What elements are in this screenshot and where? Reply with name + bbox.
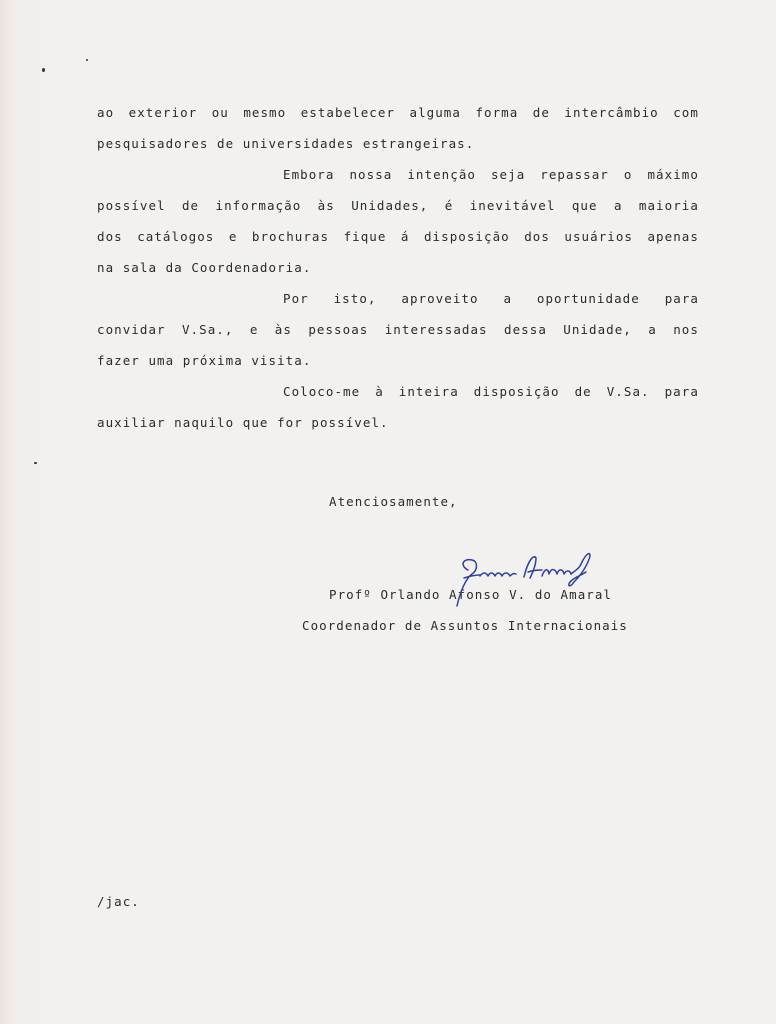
word: repassar [540,167,609,182]
word: às [274,322,292,337]
word: exterior [128,105,198,120]
word: aproveito [401,291,479,306]
word: Coloco-me [283,384,361,399]
word: brochuras [251,229,330,244]
word: a [613,198,623,213]
word: a [503,291,513,306]
word: de [574,384,592,399]
word: disposição [423,229,510,244]
word: isto, [333,291,377,306]
word: Unidade, [563,322,632,337]
word: Unidades, [351,198,429,213]
word: máximo [647,167,699,182]
word: nos [673,322,699,337]
word: para [664,291,699,306]
word: de [181,198,200,213]
word: e [228,229,238,244]
paper-speck [34,462,37,464]
word: que [571,198,598,213]
word: possível [97,198,166,213]
word: inevitável [469,198,556,213]
word: mesmo [243,105,287,120]
word: à [375,384,384,399]
word: de [532,105,550,120]
word: pessoas [308,322,369,337]
word: a [648,322,657,337]
body-line-5 [97,229,699,245]
word: catálogos [137,229,215,244]
word: seja [490,167,526,182]
word: V.Sa. [606,384,650,399]
word: nossa [349,167,393,182]
word: apenas [647,229,699,244]
body-line-1 [97,105,699,121]
word: dessa [504,322,547,337]
body-line-4 [97,198,699,214]
body-line-9: fazer uma próxima visita. [97,353,312,368]
word: é [444,198,454,213]
paper-speck [86,59,88,61]
word: convidar [97,322,166,337]
word: á [400,229,410,244]
word: disposição [473,384,560,399]
body-line-6: na sala da Coordenadoria. [97,260,312,275]
word: e [249,322,259,337]
handwritten-signature [452,548,602,610]
closing: Atenciosamente, [329,494,458,509]
word: estabelecer [300,105,396,120]
word: Embora [283,167,335,182]
word: fique [343,229,387,244]
reference-initials: /jac. [97,894,140,909]
signatory-name: Profº Orlando Afonso V. do Amaral [329,587,612,602]
body-line-7 [283,291,699,307]
word: alguma [409,105,461,120]
signatory-title: Coordenador de Assuntos Internacionais [302,618,628,633]
body-line-11: auxiliar naquilo que for possível. [97,415,389,430]
word: dos [97,229,123,244]
word: V.Sa., [181,322,234,337]
word: interessadas [384,322,488,337]
word: para [664,384,699,399]
word: o [623,167,633,182]
word: ou [211,105,229,120]
word: forma [475,105,519,120]
word: usuários [564,229,634,244]
body-line-3 [283,167,699,183]
word: ao [97,105,115,120]
body-line-2: pesquisadores de universidades estrangeiras. [97,136,475,151]
word: às [317,198,335,213]
paper-speck [42,68,45,72]
word: oportunidade [536,291,640,306]
word: maioria [638,198,699,213]
word: intercâmbio [564,105,659,120]
word: informação [215,198,302,213]
word: com [673,105,699,120]
word: intenção [407,167,476,182]
body-line-10 [283,384,699,400]
word: inteira [398,384,459,399]
body-line-8 [97,322,699,338]
word: Por [283,291,309,306]
word: dos [524,229,550,244]
